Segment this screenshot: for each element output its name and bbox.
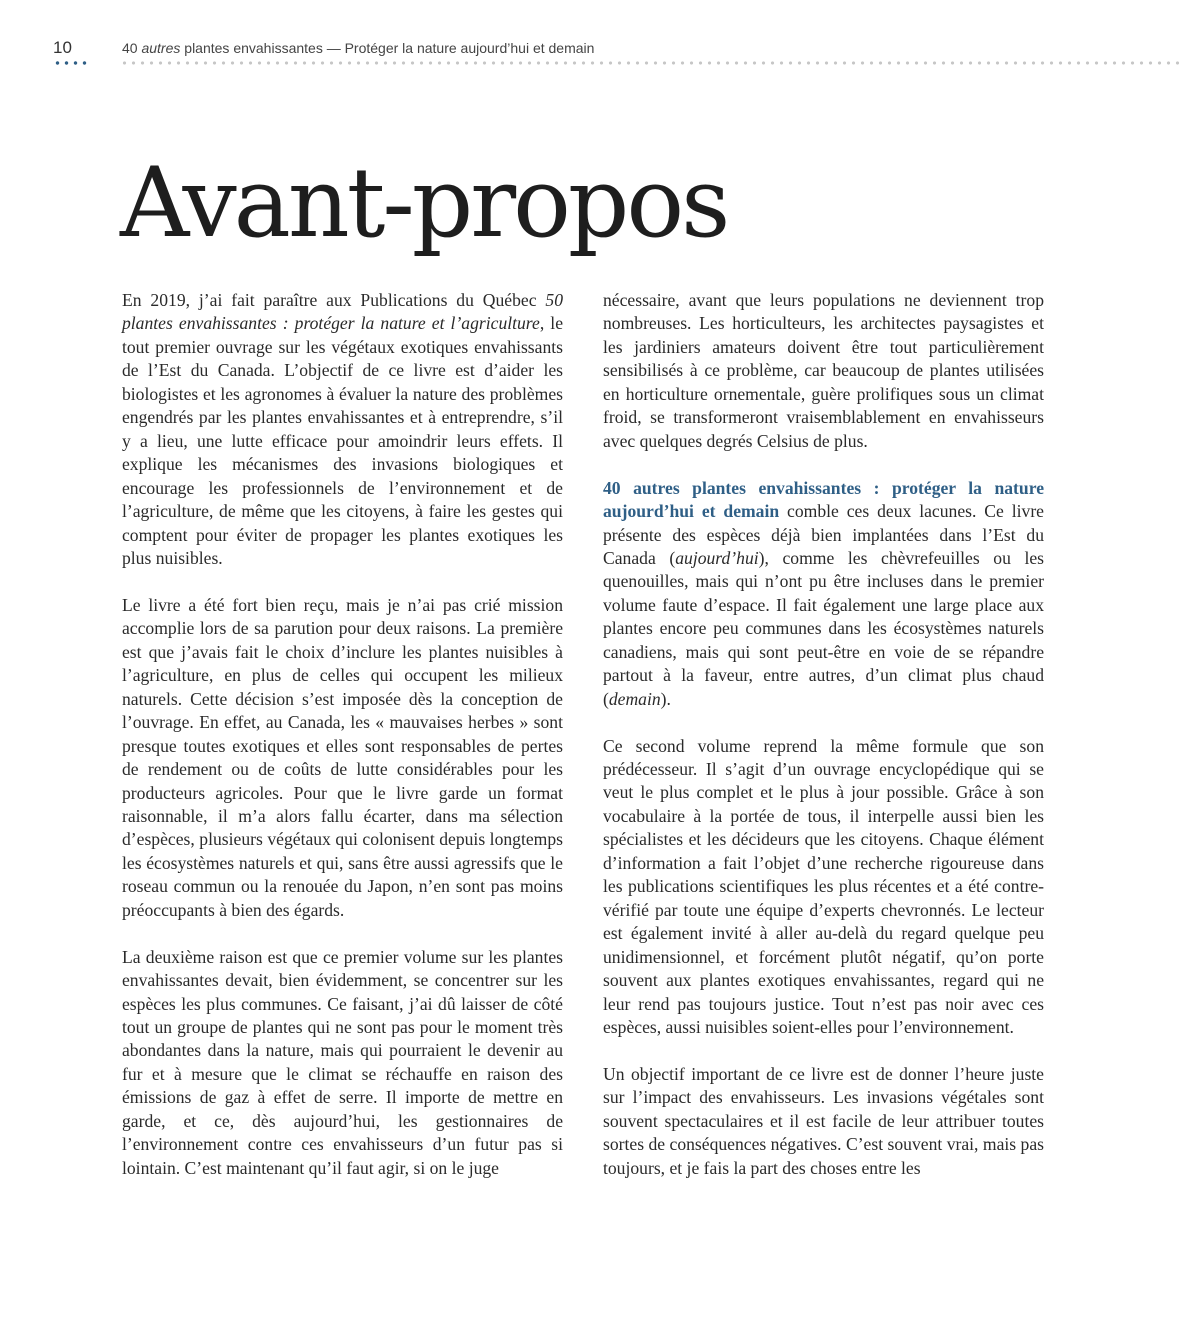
running-header — [122, 40, 594, 56]
running-header-count: 40 — [122, 40, 138, 56]
header-dotted-rule — [120, 61, 1182, 65]
page-title: Avant-propos — [120, 147, 728, 259]
paragraph-text: comble ces deux lacunes. Ce livre présente des espèces déjà bien implantées dans l’Est du Canada ( — [603, 501, 1044, 568]
running-header-rest: plantes envahissantes — Protéger la nature aujourd’hui et demain — [184, 40, 595, 56]
paragraph-second-reason: La deuxième raison est que ce premier volume sur les plantes envahissantes devait, bien évidemment, se concentrer sur les espèces les plus communes. Ce faisant, j’ai dû laisser de côté tout un groupe de plantes qui ne sont pas pour le moment très abondantes dans la nature, mais qui pourraient le devenir au fur et à mesure que le climat se réchauffe en raison des émissions de gaz à effet de serre. Il importe de mettre en garde, et ce, dès aujourd’hui, les gestionnaires de l’environnement contre ces envahisseurs d’un futur pas si lointain. C’est maintenant qu’il faut agir, si on le juge — [122, 946, 563, 1178]
paragraph-text: , le tout premier ouvrage sur les végétaux exotiques envahissants de l’Est du Canada. L’objectif de ce livre est d’aider les biologistes et les agronomes à évaluer la nature des problèmes engendrés par les plantes envahissantes et à entreprendre, s’il y a lieu, une lutte efficace pour amoindrir leurs effets. Il explique les mécanismes des invasions biologiques et encourage les professionnels de l’environnement et de l’agriculture, de même que les citoyens, à faire les gestes qui comptent pour éviter de propager les plantes exotiques les plus nuisibles. — [122, 313, 564, 568]
paragraph-intro — [122, 289, 563, 570]
emphasis-tomorrow: demain — [608, 688, 661, 709]
paragraph-text: ), comme les chèvrefeuilles ou les quenouilles, mais qui n’ont pu être incluses dans le premier volume faute d’espace. Il fait également une large place aux plantes encore peu communes dans les écosystèmes naturels canadiens, mais qui sont peut-être en voie de se répandre partout à la faveur, entre autres, d’un climat plus chaud ( — [603, 547, 1044, 709]
paragraph-objective: Un objectif important de ce livre est de donner l’heure juste sur l’impact des envahisseurs. Les invasions végétales sont souvent spectaculaires et il est facile de leur attribuer toutes sortes de conséquences négatives. C’est souvent vrai, mais pas toujours, et je fais la part des choses entre les — [603, 1063, 1044, 1178]
paragraph-text: ). — [660, 688, 671, 709]
left-column — [122, 289, 563, 1204]
page-number: 10 — [53, 38, 72, 57]
paragraph-text: En 2019, j’ai fait paraître aux Publications du Québec — [122, 290, 546, 310]
running-header-emphasis: autres — [141, 40, 181, 56]
emphasis-today: aujourd’hui — [675, 547, 759, 568]
book-title-highlight: 40 autres plantes envahissantes : protéger la nature aujourd’hui et demain — [603, 477, 1044, 522]
paragraph-book-presentation — [603, 477, 1044, 712]
paragraph-second-volume: Ce second volume reprend la même formule que son prédécesseur. Il s’agit d’un ouvrage encyclopédique qui se veut le plus complet et le plus à jour possible. Grâce à son vocabulaire à la portée de tous, il interpelle aussi bien les spécialistes et les décideurs que les citoyens. Chaque élément d’information a fait l’objet d’une recherche rigoureuse dans les publications scientifiques les plus récentes et a été contre-vérifié par toute une équipe d’experts chevronnés. Le lecteur est également invité à aller au-delà du regard quelque peu unidimensionnel, et forcément plutôt négatif, qu’on porte souvent aux plantes exotiques envahissantes, regard qui ne leur rend pas toujours justice. Tout n’est pas noir avec ces espèces, aussi nuisibles soient-elles pour l’environnement. — [603, 735, 1044, 1038]
right-column — [603, 289, 1044, 1204]
header-dotted-accent — [53, 61, 89, 65]
paragraph-continuation: nécessaire, avant que leurs populations ne deviennent trop nombreuses. Les horticulteurs, les architectes paysagistes et les jardiniers amateurs doivent être tout particulièrement sensibilisés à ce problème, car beaucoup de plantes utilisées en horticulture ornementale, guère prolifiques sous un climat froid, se transformeront vraisemblablement en envahisseurs avec quelques degrés Celsius de plus. — [603, 290, 1044, 451]
first-book-title: 50 plantes envahissantes : protéger la nature et l’agriculture — [122, 290, 563, 334]
paragraph-first-reason: Le livre a été fort bien reçu, mais je n’ai pas crié mission accomplie lors de sa parution pour deux raisons. La première est que j’avais fait le choix d’inclure les plantes nuisibles à l’agriculture, en plus de celles qui occupent les milieux naturels. Cette décision s’est imposée dès la conception de l’ouvrage. En effet, au Canada, les « mauvaises herbes » sont presque toutes exotiques et elles sont responsables de pertes de rendement ou de coûts de lutte considérables pour les producteurs agricoles. Pour que le livre garde un format raisonnable, il m’a alors fallu écarter, dans ma sélection d’espèces, plusieurs végétaux qui colonisent depuis longtemps les écosystèmes naturels et qui, sans être aussi agressifs que le roseau commun ou la renouée du Japon, n’en sont pas moins préoccupants à bien des égards. — [122, 594, 563, 920]
